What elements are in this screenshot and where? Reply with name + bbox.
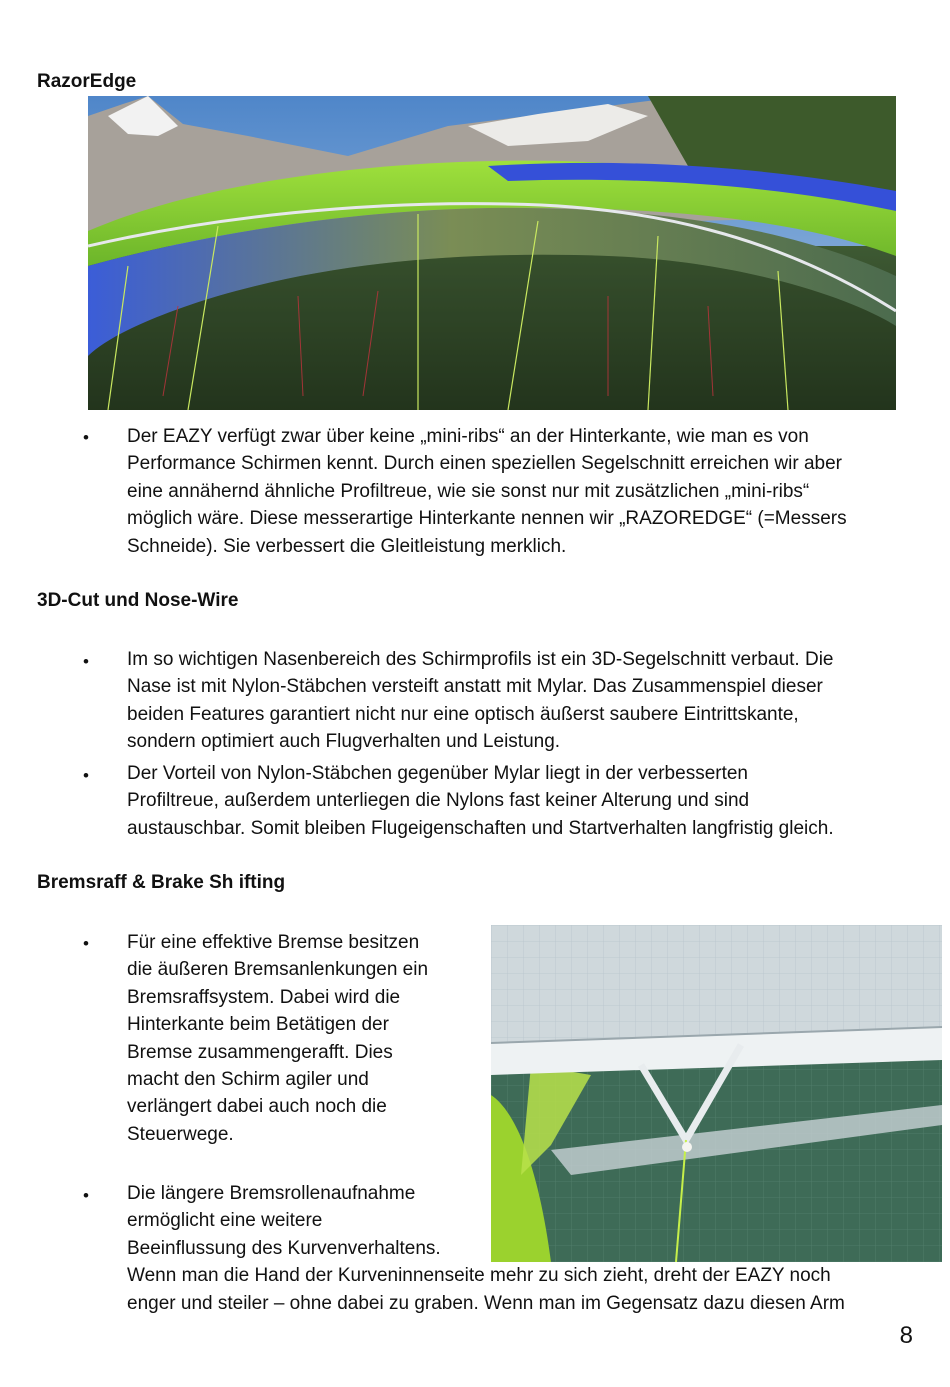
paragraph-bremsraff-1 bbox=[127, 929, 428, 1148]
bullet-razoredge: • bbox=[83, 428, 89, 447]
text-line: Performance Schirmen kennt. Durch einen speziellen Segelschnitt erreichen wir aber bbox=[127, 453, 842, 475]
text-line: Hinterkante beim Betätigen der bbox=[127, 1014, 389, 1036]
text-line: Für eine effektive Bremse besitzen bbox=[127, 932, 420, 953]
text-line: die äußeren Bremsanlenkungen ein bbox=[127, 959, 429, 981]
paragraph-3d-cut-2 bbox=[127, 760, 834, 842]
text-line: Beeinflussung des Kurvenverhaltens. bbox=[127, 1237, 441, 1259]
razoredge-photo bbox=[88, 96, 896, 410]
text-line: sondern optimiert auch Flugverhalten und Leistung. bbox=[127, 731, 561, 753]
text-line: Schneide). Sie verbessert die Gleitleistung merklich. bbox=[127, 535, 567, 557]
text-line: möglich wäre. Diese messerartige Hinterkante nennen wir „RAZOREDGE“ (=Messers bbox=[127, 508, 847, 530]
bullet-bremsraff-2: • bbox=[83, 1186, 89, 1205]
text-line: Bremsraffsystem. Dabei wird die bbox=[127, 986, 401, 1008]
text-line: Nase ist mit Nylon-Stäbchen versteift anstatt mit Mylar. Das Zusammenspiel dieser bbox=[127, 676, 823, 698]
bullet-3d-cut-2: • bbox=[83, 766, 89, 785]
text-line: macht den Schirm agiler und bbox=[127, 1069, 369, 1091]
text-line: ermöglicht eine weitere bbox=[127, 1210, 323, 1232]
paragraph-3d-cut-1 bbox=[127, 646, 833, 756]
text-line: austauschbar. Somit bleiben Flugeigenschaften und Startverhalten langfristig gleich. bbox=[127, 817, 834, 839]
bullet-3d-cut-1: • bbox=[83, 652, 89, 671]
text-line: Die längere Bremsrollenaufnahme bbox=[127, 1183, 416, 1204]
text-line: beiden Features garantiert nicht nur eine optisch äußerst saubere Eintrittskante, bbox=[127, 703, 799, 725]
text-line: Der Vorteil von Nylon-Stäbchen gegenüber Mylar liegt in der verbesserten bbox=[127, 763, 748, 784]
text-line: eine annähernd ähnliche Profiltreue, wie sie sonst nur mit zusätzlichen „mini-ribs“ bbox=[127, 480, 810, 502]
text-line: Profiltreue, außerdem unterliegen die Nylons fast keiner Alterung und sind bbox=[127, 790, 750, 812]
bullet-bremsraff-1: • bbox=[83, 934, 89, 953]
text-line: enger und steiler – ohne dabei zu graben. Wenn man im Gegensatz dazu diesen Arm bbox=[127, 1292, 845, 1314]
text-line: Steuerwege. bbox=[127, 1123, 234, 1145]
section-heading-3d-cut: 3D-Cut und Nose-Wire bbox=[37, 590, 239, 611]
paragraph-bremsraff-2 bbox=[127, 1180, 845, 1317]
paragraph-razoredge bbox=[127, 423, 847, 560]
page-number: 8 bbox=[899, 1322, 913, 1349]
section-heading-razoredge: RazorEdge bbox=[37, 71, 137, 92]
text-line: verlängert dabei auch noch die bbox=[127, 1096, 387, 1118]
text-line: Bremse zusammengerafft. Dies bbox=[127, 1041, 393, 1063]
text-line: Im so wichtigen Nasenbereich des Schirmprofils ist ein 3D-Segelschnitt verbaut. Die bbox=[127, 649, 834, 670]
text-line: Wenn man die Hand der Kurveninnenseite mehr zu sich zieht, dreht der EAZY noch bbox=[127, 1265, 831, 1287]
text-line: Der EAZY verfügt zwar über keine „mini-ribs“ an der Hinterkante, wie man es von bbox=[127, 426, 809, 447]
section-heading-bremsraff: Bremsraff & Brake Sh ifting bbox=[37, 872, 286, 893]
